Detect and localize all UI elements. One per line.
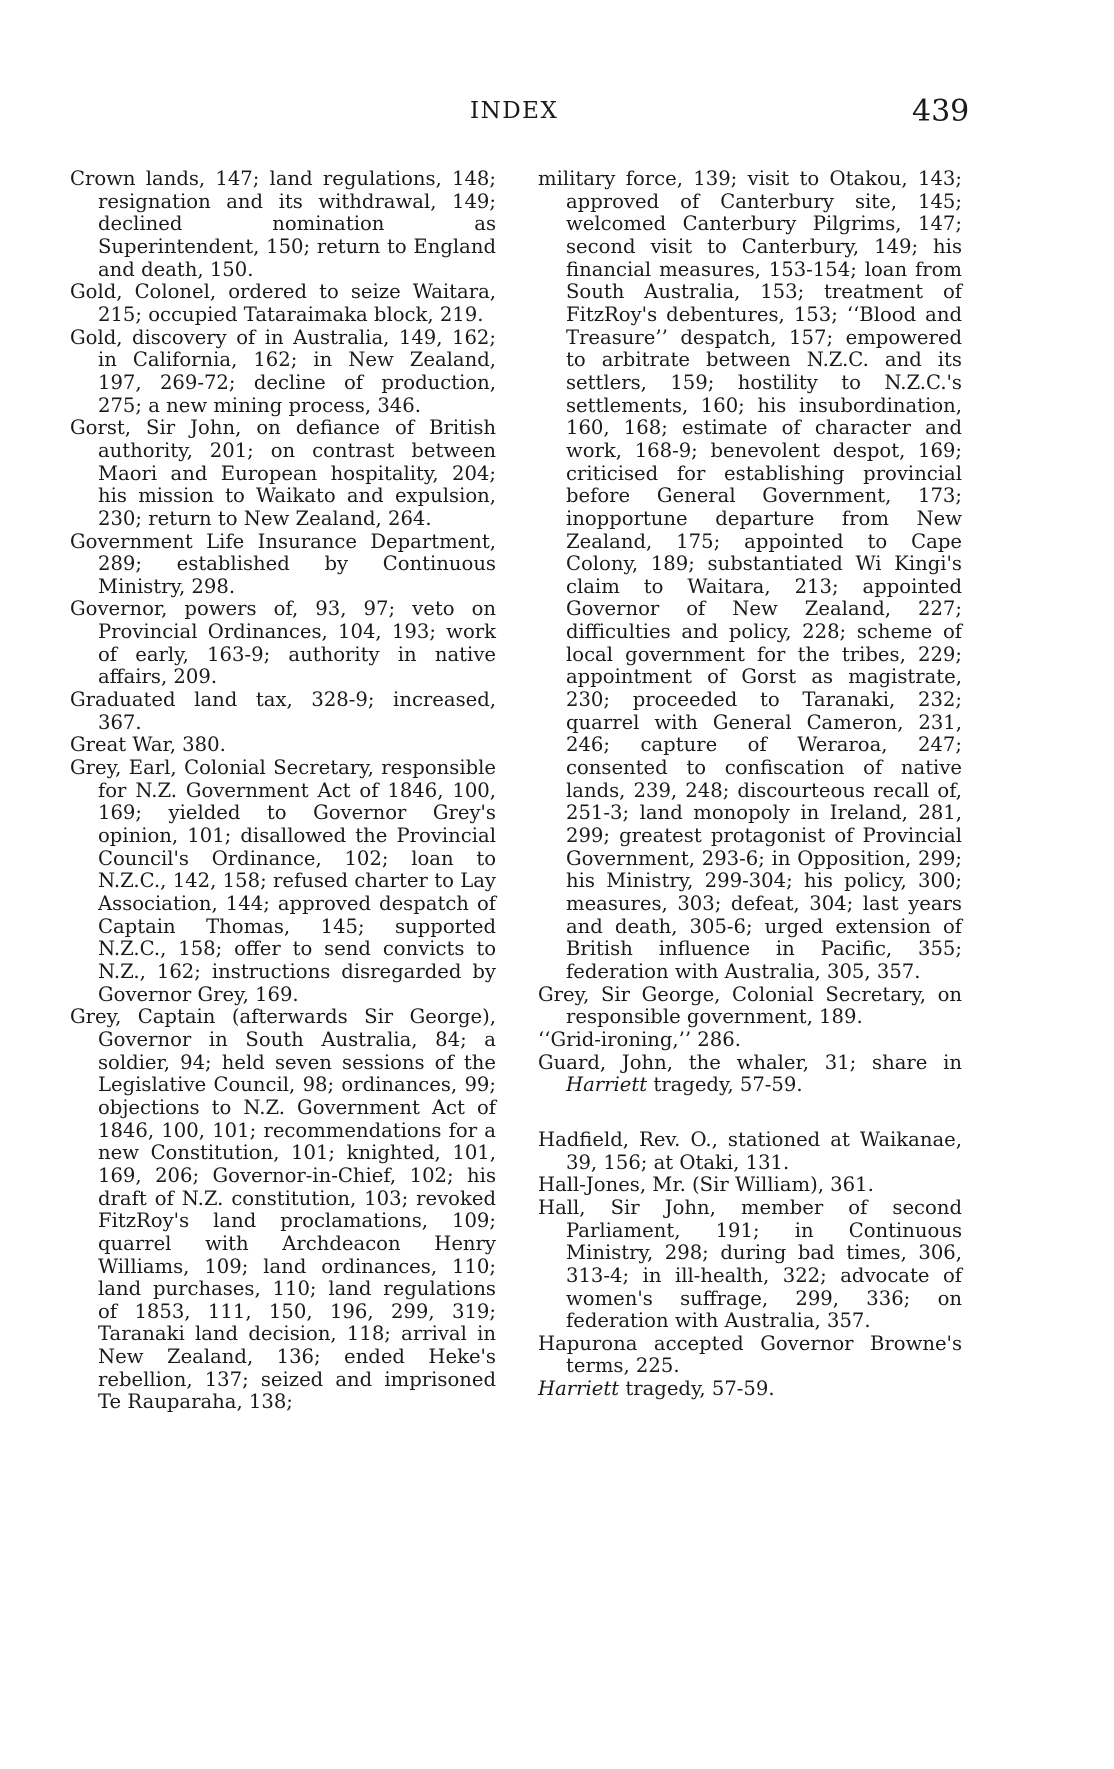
index-entry: Grey, Captain (afterwards Sir George), Governor in South Australia, 84; a soldier, 94; held seven sessions of the Legislative Council, 98; ordinances, 99; objections to N.Z. Government Act of 1846, 100, 101; recommendations for a new Constitution, 101; knighted, 101, 169, 206; Governor-in-Chief, 102; his draft of N.Z. constitution, 103; revoked FitzRoy's land proclamations, 109; quarrel with Archdeacon Henry Williams, 109; land ordinances, 110; land purchases, 110; land regulations of 1853, 111, 150, 196, 299, 319; Taranaki land decision, 118; arrival in New Zealand, 136; ended Heke's rebellion, 137; seized and imprisoned Te Rauparaha, 138; (70, 1005, 496, 1414)
entry-italic-title: Harriett (566, 1073, 648, 1097)
running-title: INDEX (470, 98, 559, 124)
left-column (70, 168, 496, 1414)
index-entry: Hadfield, Rev. O., stationed at Waikanae, 39, 156; at Otaki, 131. (538, 1127, 962, 1174)
index-entry: Crown lands, 147; land regulations, 148; resignation and its withdrawal, 149; declined nomination as Superintendent, 150; return to England and death, 150. (70, 167, 496, 281)
index-entry: Hall, Sir John, member of second Parliament, 191; in Continuous Ministry, 298; during bad times, 306, 313-4; in ill-health, 322; advocate of women's suffrage, 299, 336; on federation with Australia, 357. (538, 1195, 962, 1333)
right-column (538, 168, 962, 1401)
index-entry: Great War, 380. (70, 733, 226, 757)
index-entry (538, 1052, 962, 1097)
index-entry: Grey, Earl, Colonial Secretary, responsible for N.Z. Government Act of 1846, 100, 169; yielded to Governor Grey's opinion, 101; disallowed the Provincial Council's Ordinance, 102; loan to N.Z.C., 142, 158; refused charter to Lay Association, 144; approved despatch of Captain Thomas, 145; supported N.Z.C., 158; offer to send convicts to N.Z., 162; instructions disregarded by Governor Grey, 169. (70, 756, 496, 1006)
entry-text-after: tragedy, 57-59. (647, 1073, 803, 1097)
index-entry: Hall-Jones, Mr. (Sir William), 361. (538, 1173, 874, 1197)
index-entry: Governor, powers of, 93, 97; veto on Provincial Ordinances, 104, 193; work of early, 163-9; authority in native affairs, 209. (70, 597, 496, 689)
index-entry: Gold, Colonel, ordered to seize Waitara, 215; occupied Tataraimaka block, 219. (70, 280, 496, 326)
index-entry-continued: military force, 139; visit to Otakou, 143; approved of Canterbury site, 145; welcomed Canterbury Pilgrims, 147; second visit to Canterbury, 149; his financial measures, 153-154; loan from South Australia, 153; treatment of FitzRoy's debentures, 153; ‘‘Blood and Treasure’’ despatch, 157; empowered to arbitrate between N.Z.C. and its settlers, 159; hostility to N.Z.C.'s settlements, 160; his insubordination, 160, 168; estimate of character and work, 168-9; benevolent despot, 169; criticised for establishing provincial before General Government, 173; inopportune departure from New Zealand, 175; appointed to Cape Colony, 189; substantiated Wi Kingi's claim to Waitara, 213; appointed Governor of New Zealand, 227; difficulties and policy, 228; scheme of local government for the tribes, 229; appointment of Gorst as magistrate, 230; proceeded to Taranaki, 232; quarrel with General Cameron, 231, 246; capture of Weraroa, 247; consented to confiscation of native lands, 239, 248; discourteous recall of, 251-3; land monopoly in Ireland, 281, 299; greatest protagonist of Provincial Government, 293-6; in Opposition, 299; his Ministry, 299-304; his policy, 300; measures, 303; defeat, 304; last years and death, 305-6; urged extension of British influence in Pacific, 355; federation with Australia, 305, 357. (538, 167, 962, 983)
index-entry: Gorst, Sir John, on defiance of British authority, 201; on contrast between Maori and European hospitality, 204; his mission to Waikato and expulsion, 230; return to New Zealand, 264. (70, 416, 496, 530)
entry-text-after: tragedy, 57-59. (619, 1377, 775, 1401)
index-entry: Hapurona accepted Governor Browne's terms, 225. (538, 1331, 962, 1378)
page-number: 439 (912, 94, 970, 129)
entry-italic-title: Harriett (538, 1377, 620, 1401)
index-entry: ‘‘Grid-ironing,’’ 286. (538, 1027, 741, 1051)
entry-text: Guard, John, the whaler, 31; share in (538, 1050, 962, 1074)
index-entry: Grey, Sir George, Colonial Secretary, on responsible government, 189. (538, 982, 962, 1029)
running-head (0, 94, 1114, 138)
index-entry: Gold, discovery of in Australia, 149, 162; in California, 162; in New Zealand, 197, 269-72; decline of production, 275; a new mining process, 346. (70, 325, 496, 417)
index-entry: Government Life Insurance Department, 289; established by Continuous Ministry, 298. (70, 529, 496, 598)
index-entry: Graduated land tax, 328-9; increased, 367. (70, 688, 496, 734)
index-entry (538, 1378, 962, 1401)
letter-group-gap (538, 1097, 962, 1129)
